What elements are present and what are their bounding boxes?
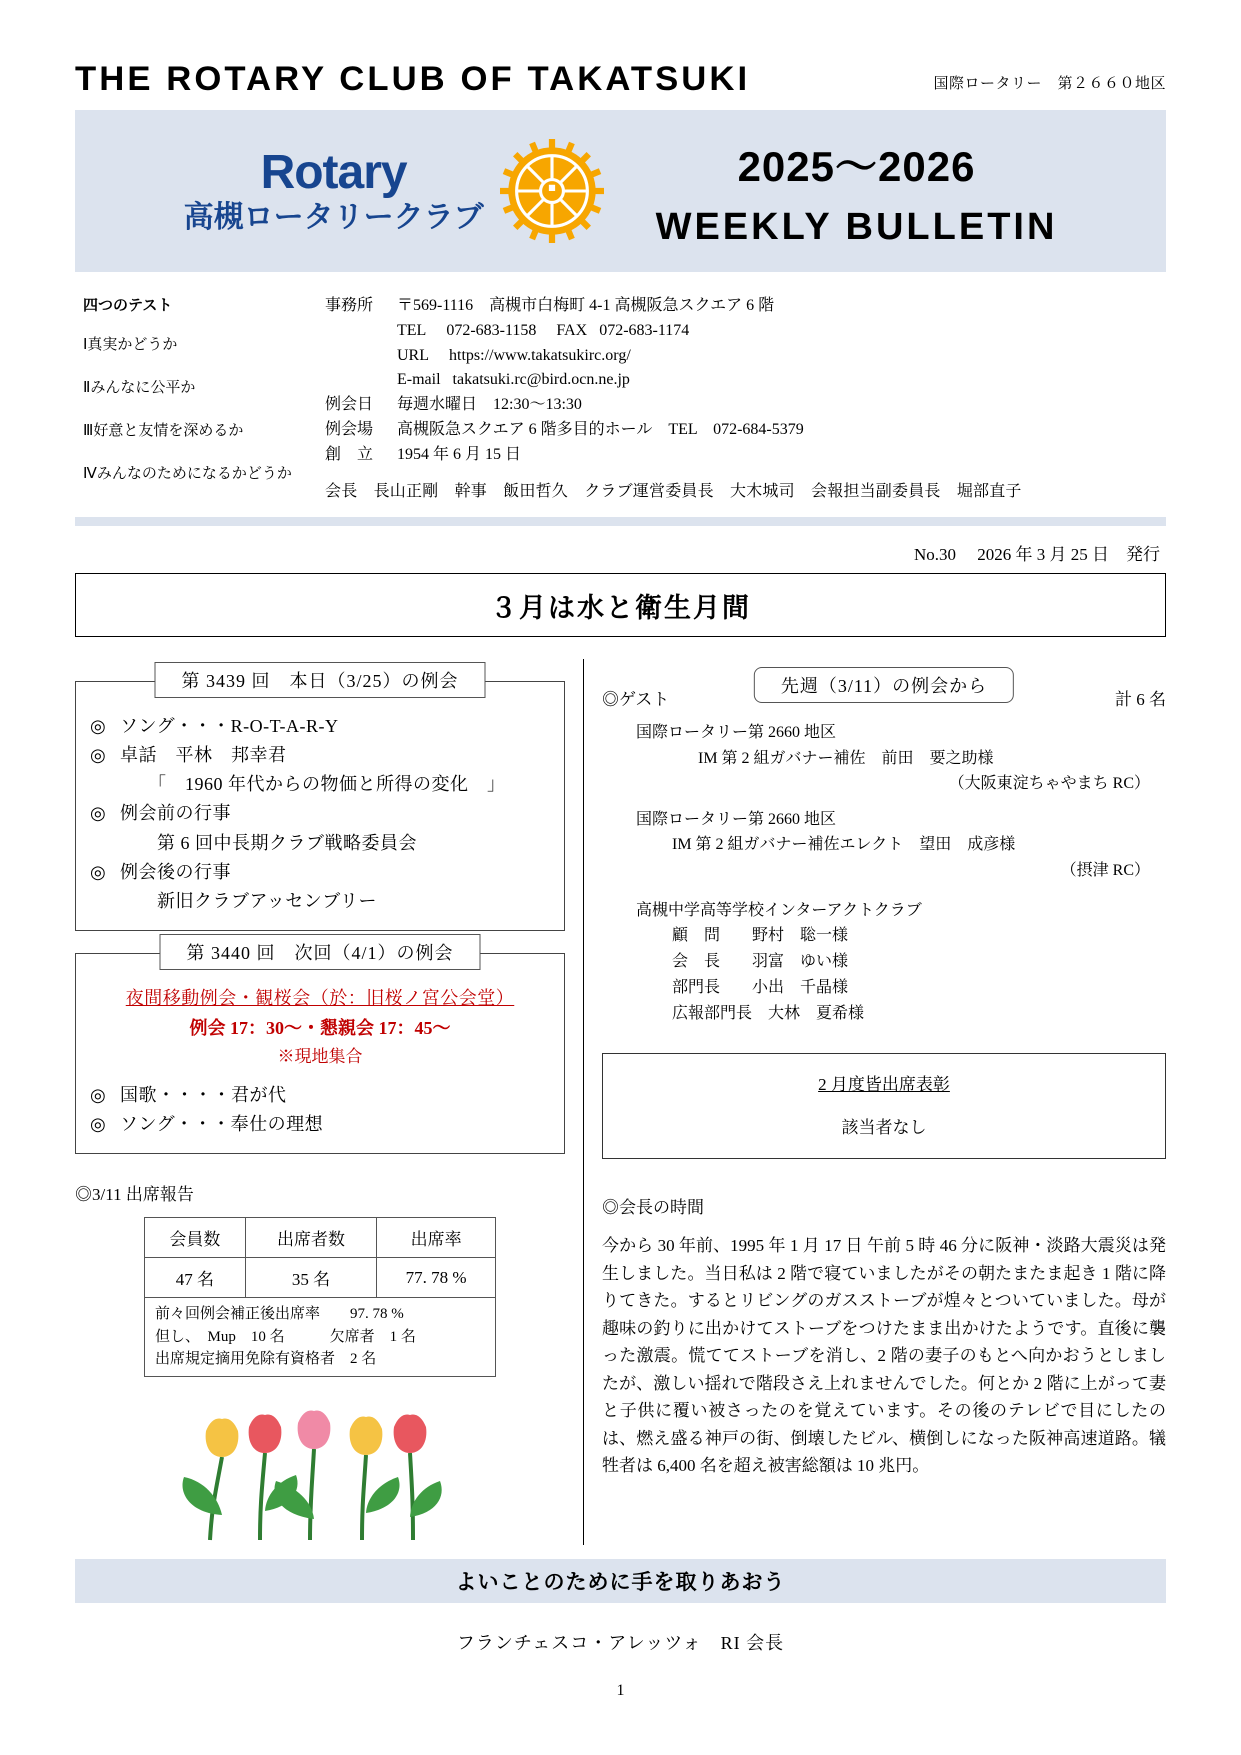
guest-club: （摂津 RC） — [1060, 861, 1150, 879]
agenda-line — [90, 770, 550, 799]
table-row — [145, 1258, 496, 1298]
interact-club-block — [602, 898, 1166, 1028]
agenda-line — [90, 829, 550, 858]
monthly-theme-text: ３月は水と衛生月間 — [490, 592, 751, 623]
guest-org: 国際ロータリー第 2660 地区 — [636, 810, 837, 828]
table-cell: 77. 78 % — [377, 1258, 496, 1298]
banner — [75, 110, 1166, 272]
guest-count: 計 6 名 — [1115, 690, 1166, 709]
agenda-line — [90, 1081, 550, 1110]
award-body: 該当者なし — [841, 1118, 927, 1138]
column-header: 出席者数 — [245, 1218, 376, 1258]
guest-club: （大阪東淀ちゃやまち RC） — [948, 775, 1150, 793]
last-meeting-title: 先週（3/11）の例会から — [754, 667, 1014, 703]
office-label: 事務所 — [325, 297, 374, 314]
founded-label: 創 立 — [325, 445, 374, 463]
office-address: 〒569-1116 高槻市白梅町 4-1 高槻阪急スクエア 6 階 — [397, 297, 775, 314]
rotary-wordmark: Rotary — [260, 146, 407, 199]
attendance-heading: ◎3/11 出席報告 — [75, 1185, 194, 1205]
issue-date: 2026 年 3 月 25 日 — [977, 545, 1109, 564]
four-way-test-item: Ⅱみんなに公平か — [83, 380, 196, 396]
agenda-text: ソング・・・奉仕の理想 — [120, 1114, 324, 1135]
attendance-table — [144, 1217, 496, 1298]
table-cell: 35 名 — [245, 1258, 376, 1298]
interact-role: 広報部門長 — [672, 1005, 753, 1023]
interact-role: 顧 問 — [672, 927, 721, 945]
tel-value: 072-683-1158 — [446, 321, 537, 339]
attendance-note-line: 前々回例会補正後出席率 97. 78 % — [155, 1306, 404, 1323]
rotary-logo-block — [183, 146, 484, 234]
fax-label: FAX — [556, 321, 588, 339]
info-section — [75, 294, 1166, 505]
office-details — [325, 294, 1166, 505]
agenda-text: 第 6 回中長期クラブ戦略委員会 — [120, 832, 417, 853]
venue-value: 高槻阪急スクエア 6 階多目的ホール TEL 072-684-5379 — [397, 420, 804, 438]
monthly-theme-box — [75, 573, 1166, 637]
agenda-text: 新旧クラブアッセンブリー — [120, 890, 378, 911]
agenda-text: 国歌・・・・君が代 — [120, 1085, 287, 1106]
next-meeting-time: 例会 17：30～・懇親会 17：45～ — [189, 1018, 451, 1039]
page-number: 1 — [616, 1682, 625, 1699]
four-way-test-item: Ⅰ真実かどうか — [83, 337, 178, 353]
perfect-attendance-award-box — [602, 1053, 1166, 1159]
agenda-text: 「 1960 年代からの物価と所得の変化 」 — [120, 774, 506, 795]
url-value[interactable]: https://www.takatsukirc.org/ — [449, 346, 631, 364]
bullet-icon: ◎ — [90, 1085, 107, 1106]
venue-label: 例会場 — [325, 420, 374, 438]
guest-entry — [602, 720, 1166, 797]
next-meeting-note: ※現地集合 — [277, 1047, 363, 1067]
meeting-day-value: 毎週水曜日 12:30～13:30 — [397, 396, 582, 414]
email-value[interactable]: takatsuki.rc@bird.ocn.ne.jp — [452, 371, 630, 389]
interact-name: 野村 聡一様 — [752, 927, 849, 945]
next-meeting-box — [75, 943, 565, 1154]
bulletin-label: WEEKLY BULLETIN — [655, 205, 1058, 248]
masthead — [75, 0, 1166, 99]
agenda-text: ソング・・・R-O-T-A-R-Y — [120, 716, 339, 736]
column-divider — [583, 659, 584, 1545]
bullet-icon: ◎ — [90, 803, 107, 824]
district-label: 国際ロータリー 第２６６０地区 — [933, 75, 1166, 92]
interact-member — [602, 923, 1166, 949]
next-meeting-highlight: 夜間移動例会・観桜会（於：旧桜ノ宮公会堂） — [125, 988, 515, 1009]
president-time-body: 今から 30 年前、1995 年 1 月 17 日 午前 5 時 46 分に阪神・淡路大震災は発生しました。当日私は 2 階で寝ていましたがその朝たまたま起き 1 階に降りてきた。するとリビングのガスストーブが煌々とついていました。母が趣味の釣りに出かけてストーブをつけたまま出かけたようです。直後に襲った激震。慌ててストーブを消し、2 階の妻子のもとへ向かおうとしましたが、激しい揺れで階段さえ上れませんでした。何とか 2 階に上がって妻と子供に覆い被さったのを覚えています。その後のテレビで目にしたのは、燃え盛る神戸の街、倒壊したビル、横倒しになった阪神高速道路。犠牲者は 6,400 名を超え被害総額は 10 兆円。 — [602, 1236, 1166, 1476]
meeting-day-label: 例会日 — [325, 396, 374, 414]
four-way-test-item: Ⅲ好意と友情を深めるか — [83, 423, 244, 439]
ri-theme-text: よいことのために手を取りあおう — [455, 1571, 786, 1594]
guest-entry — [602, 807, 1166, 884]
officers-line: 会長 長山正剛 幹事 飯田哲久 クラブ運営委員長 大木城司 会報担当副委員長 堀部直子 — [325, 482, 1022, 500]
attendance-notes — [144, 1298, 496, 1377]
today-meeting-box — [75, 671, 565, 931]
guest-role: IM 第 2 組ガバナー補佐エレクト 望田 成彦様 — [672, 836, 1016, 854]
bullet-icon: ◎ — [90, 861, 107, 882]
right-column — [602, 659, 1166, 1545]
left-column — [75, 659, 565, 1545]
attendance-note-line: 出席規定摘用免除有資格者 2 名 — [155, 1351, 377, 1368]
interact-name: 羽富 ゆい様 — [752, 953, 849, 971]
agenda-text: 卓話 平林 邦幸君 — [120, 745, 287, 766]
agenda-line — [90, 712, 550, 741]
ri-president-name: フランチェスコ・アレッツォ RI 会長 — [456, 1633, 785, 1653]
tel-label: TEL — [397, 321, 427, 339]
interact-member — [602, 1001, 1166, 1027]
club-name-jp: 高槻ロータリークラブ — [183, 201, 484, 234]
guest-org: 国際ロータリー第 2660 地区 — [636, 724, 837, 741]
fax-value: 072-683-1174 — [599, 321, 690, 339]
rotary-wheel-icon — [500, 139, 604, 243]
agenda-text: 例会前の行事 — [120, 803, 231, 824]
four-way-test-item: Ⅳみんなのためになるかどうか — [83, 466, 292, 482]
agenda-line — [90, 799, 550, 828]
president-time-heading: ◎会長の時間 — [602, 1198, 704, 1218]
award-title: 2 月度皆出席表彰 — [818, 1075, 950, 1095]
agenda-line — [90, 858, 550, 887]
table-row — [145, 1218, 496, 1258]
guest-label: ◎ゲスト — [602, 690, 670, 709]
agenda-line — [90, 1110, 550, 1139]
column-header: 会員数 — [145, 1218, 246, 1258]
interact-club-title: 高槻中学高等学校インターアクトクラブ — [636, 901, 922, 919]
today-meeting-title: 第 3439 回 本日（3/25）の例会 — [155, 662, 486, 698]
issue-line — [75, 540, 1166, 565]
ri-theme-band — [75, 1559, 1166, 1603]
issue-publish-label: 発行 — [1126, 545, 1160, 564]
bullet-icon: ◎ — [90, 745, 107, 766]
column-header: 出席率 — [377, 1218, 496, 1258]
bullet-icon: ◎ — [90, 1114, 107, 1135]
guest-role: IM 第 2 組ガバナー補佐 前田 要之助様 — [698, 749, 994, 767]
table-cell: 47 名 — [145, 1258, 246, 1298]
interact-name: 大林 夏希様 — [768, 1005, 865, 1023]
agenda-text: 例会後の行事 — [120, 861, 231, 882]
agenda-line — [90, 887, 550, 916]
rotary-year: 2025～2026 — [737, 142, 976, 190]
interact-role: 会 長 — [672, 953, 721, 971]
four-way-test-title: 四つのテスト — [83, 297, 173, 314]
founded-value: 1954 年 6 月 15 日 — [397, 445, 522, 463]
email-label: E-mail — [397, 371, 441, 389]
issue-number: No.30 — [913, 545, 956, 564]
four-way-test — [75, 294, 325, 505]
interact-member — [602, 975, 1166, 1001]
interact-name: 小出 千晶様 — [752, 979, 849, 997]
bullet-icon: ◎ — [90, 716, 107, 736]
divider-bar — [75, 517, 1166, 526]
next-meeting-title: 第 3440 回 次回（4/1）の例会 — [160, 934, 481, 970]
content-columns — [75, 659, 1166, 1545]
url-label: URL — [397, 346, 429, 364]
agenda-line — [90, 741, 550, 770]
club-title: THE ROTARY CLUB OF TAKATSUKI — [75, 60, 751, 98]
interact-member — [602, 949, 1166, 975]
attendance-note-line: 但し、 Mup 10 名 欠席者 1 名 — [155, 1328, 416, 1345]
tulip-illustration — [75, 1395, 565, 1545]
interact-role: 部門長 — [672, 979, 721, 997]
